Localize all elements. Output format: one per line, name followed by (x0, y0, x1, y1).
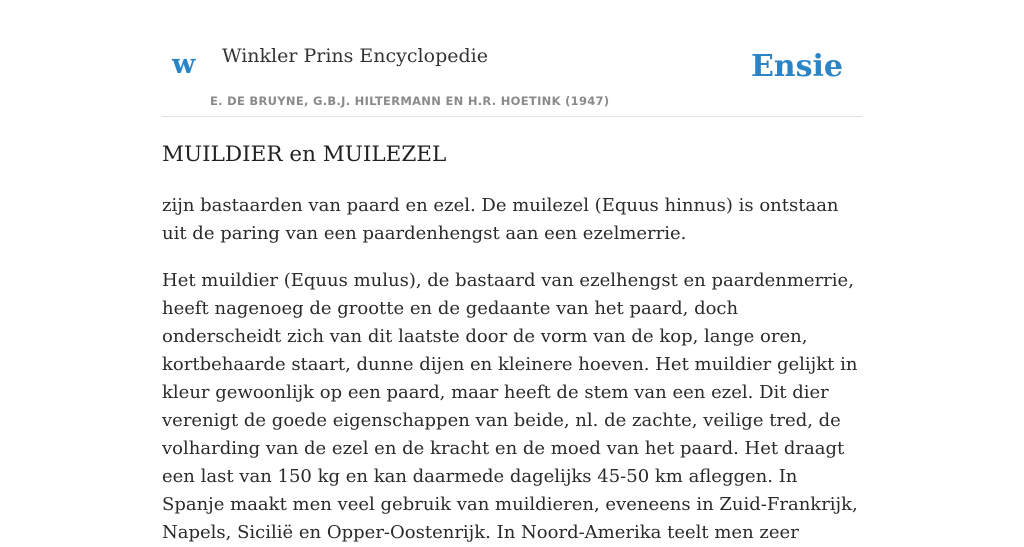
page-header (162, 0, 862, 117)
book-authors: E. DE BRUYNE, G.B.J. HILTERMANN EN H.R. HOETINK (1947) (210, 94, 610, 108)
article-paragraph: Het muildier (Equus mulus), de bastaard van ezelhengst en paardenmerrie, heeft nagenoeg de grootte en de gedaante van het paard, doch onderscheidt zich van dit laatste door de vorm van de kop, lange oren, kortbehaarde staart, dunne dijen en kleinere hoeven. Het muildier gelijkt in kleur gewoonlijk op een paard, maar heeft de stem van een ezel. Dit dier verenigt de goede eigenschappen van beide, nl. de zachte, veilige tred, de volharding van de ezel en de kracht en de moed van het paard. Het draagt een last van 150 kg en kan daarmede dagelijks 45-50 km afleggen. In Spanje maakt men veel gebruik van muildieren, eveneens in Zuid-Frankrijk, Napels, Sicilië en Opper-Oostenrijk. In Noord-Amerika teelt men zeer (162, 270, 858, 543)
ensie-logo[interactable]: Ensie (750, 49, 843, 84)
winkler-prins-logo[interactable]: w (172, 49, 196, 80)
book-title[interactable]: Winkler Prins Encyclopedie (222, 45, 488, 67)
article-title: MUILDIER en MUILEZEL (162, 142, 447, 167)
article (162, 140, 862, 547)
article-paragraph: zijn bastaarden van paard en ezel. De muilezel (Equus hinnus) is ontstaan uit de paring van een paardenhengst aan een ezelmerrie. (162, 195, 839, 244)
